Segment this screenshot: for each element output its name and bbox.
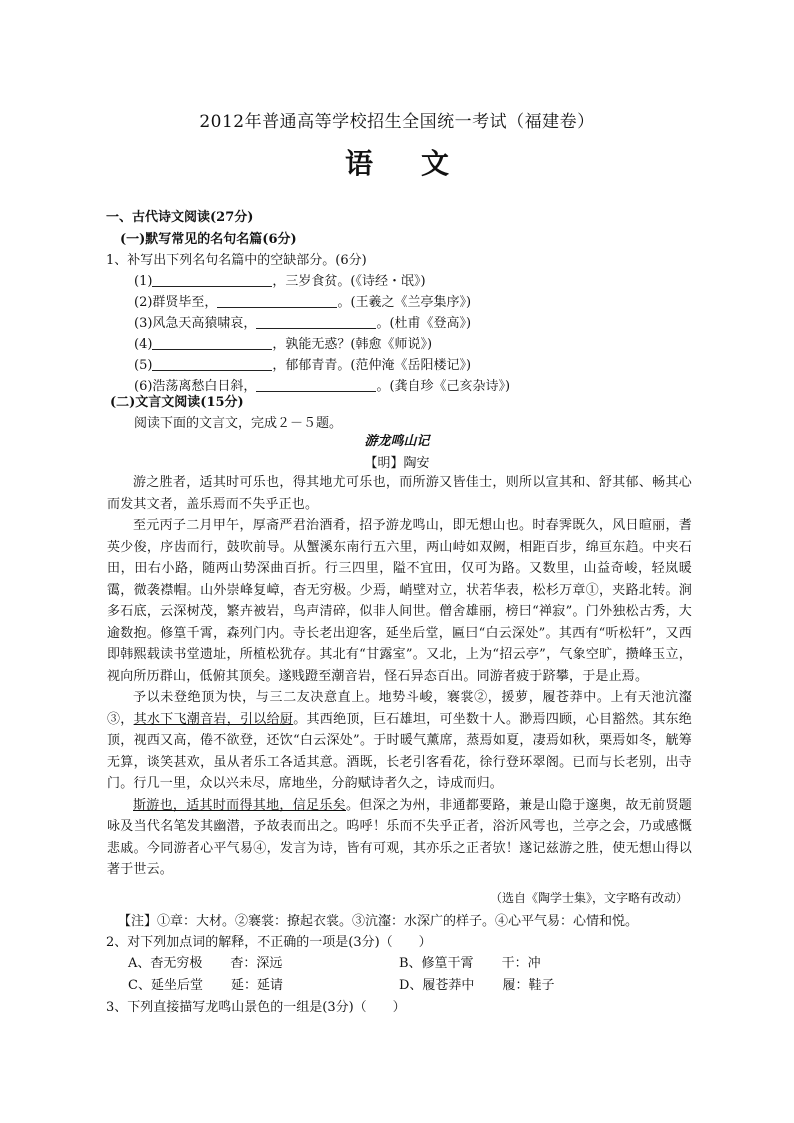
fill-item-before: 浩荡离愁白日斜， (152, 379, 257, 394)
answer-blank[interactable] (256, 379, 376, 392)
answer-blank[interactable] (152, 274, 272, 287)
passage-paragraph-2: 至元丙子二月甲午，厚斋严君治酒肴，招予游龙鸣山，即无想山也。时春霁既久，风日暄丽，耆英少俊，序齿而行，鼓吹前导。从蟹溪东南行五六里，两山峙如双阙，相距百步，绵亘东趋。中夹石田，田右小路，随两山势深曲百折。行三四里，隘不宜田，仅可为路。又数里，山益奇峻，轻岚暖霭，微袭襟帽。山外崇峰复嶂，杳无穷极。少焉，峭壁对立，状若华表，松杉万章①，夹路北转。涧多石底，云深树茂，繁卉被岩，鸟声清碎，似非人间世。僧舍雄丽，榜曰“禅寂”。门外独松古秀，大逾数抱。修篁千霄，森列门内。寺长老出迎客，延坐后堂，匾曰“白云深处”。其西有“听松轩”，又西即韩熙载读书堂遗址，所植松犹存。其北有“甘露室”。又北，上为“招云亭”，气象空旷，攒峰玉立，视向所历群山，低俯其顶矣。遂贱蹬至潮音岩，怪石异态百出。同游者疲于跻攀，于是止焉。 (107, 518, 692, 684)
option-gloss: 延：延请 (230, 978, 283, 993)
fill-item-prefix: (4) (134, 337, 153, 352)
option-gloss: 干：冲 (501, 956, 541, 971)
subject-title: 语文 (344, 147, 497, 180)
subsection-heading-classical: (二)文言文阅读(15分) (110, 395, 244, 410)
answer-blank[interactable] (152, 358, 272, 371)
reading-instruction: 阅读下面的文言文，完成２－５题。 (134, 416, 343, 431)
passage-paragraph-1: 游之胜者，适其时可乐也，得其地尤可乐也，而所游又皆佳士，则所以宣其和、舒其郁、畅其心而发其文者，盖乐焉而不失乎正也。 (107, 475, 692, 512)
section-heading: 一、古代诗文阅读(27分) (106, 210, 254, 225)
fill-item-after: 。(龚自珍《己亥杂诗》) (376, 379, 511, 394)
paragraph-4-text-b: 。但深之为州，非通都要路，兼是山隐于邃奥，故无前贤题咏及当代名笔发其幽潜，予故表而出之。呜呼！乐而不失乎正者，浴沂风雩也，兰亭之会，乃或感慨悲戚。今同游者心平气易④，发言为诗，皆有可观，其亦乐之正者欤！遂记兹游之胜，使无想山得以著于世云。 (107, 797, 693, 877)
fill-item-2 (134, 291, 471, 310)
option-label: C、延坐后堂 (128, 978, 203, 993)
passage-source: （选自《陶学士集》，文字略有改动） (489, 891, 688, 905)
fill-item-prefix: (2) (134, 295, 153, 310)
fill-item-after: ，郁郁青青。(范仲淹《岳阳楼记》) (272, 358, 472, 373)
question-1-stem: 1、补写出下列名句名篇中的空缺部分。(6分) (106, 253, 367, 268)
subsection-heading-dictation: (一)默写常见的名句名篇(6分) (120, 232, 297, 247)
fill-item-after: 。(王羲之《兰亭集序》) (337, 295, 472, 310)
passage-author: 【明】陶安 (364, 456, 430, 471)
option-a[interactable] (128, 952, 282, 971)
fill-item-before: 风急天高猿啸哀， (152, 316, 257, 331)
exam-title: 2012年普通高等学校招生全国统一考试（福建卷） (199, 112, 595, 132)
paragraph-3-text-a: 予以未登绝顶为快，与三二友决意直上。地势斗峻，褰裳②，援萝，履苍莽中。上有天池沆瀣③， (107, 690, 692, 727)
option-b[interactable] (399, 952, 541, 971)
passage-paragraph-3 (107, 687, 692, 795)
fill-item-after: ，三岁食贫。(《诗经・氓》) (272, 274, 426, 289)
passage-body (107, 472, 692, 881)
option-gloss: 履：鞋子 (502, 978, 555, 993)
fill-item-3 (134, 312, 471, 331)
underlined-sentence-1: 其水下飞潮音岩，引以给厨 (133, 711, 294, 727)
fill-item-prefix: (3) (134, 316, 153, 331)
fill-item-prefix: (5) (134, 358, 153, 373)
fill-item-5 (134, 354, 471, 373)
option-d[interactable] (399, 974, 554, 993)
passage-notes: 【注】①章：大材。②褰裳：撩起衣裳。③沆瀣：水深广的样子。④心平气易：心情和悦。 (118, 914, 639, 929)
option-c[interactable] (128, 974, 283, 993)
fill-item-4 (134, 333, 432, 352)
option-label: B、修篁干霄 (399, 956, 474, 971)
fill-item-prefix: (6) (134, 379, 153, 394)
option-gloss: 杳：深远 (230, 956, 283, 971)
answer-blank[interactable] (217, 295, 337, 308)
fill-item-prefix: (1) (134, 274, 153, 289)
option-label: A、杳无穷极 (128, 956, 203, 971)
question-2-stem: 2、对下列加点词的解释，不正确的一项是(3分)（ ） (106, 935, 432, 950)
fill-item-before: 群贤毕至， (152, 295, 218, 310)
fill-item-after: 。(杜甫《登高》) (376, 316, 472, 331)
passage-paragraph-4 (107, 795, 692, 881)
answer-blank[interactable] (256, 316, 376, 329)
passage-title: 游龙鸣山记 (364, 434, 430, 449)
paragraph-3-text-b: 。其西绝顶，巨石雄坦，可坐数十人。渺焉四顾，心目豁然。其东绝顶，视西又高，倦不欲登，还饮“白云深处”。于时暖气薰席，蒸焉如夏，凄焉如秋，栗焉如冬，觥筹无算，谈笑甚欢，虽从者乐工各适其意。酒既，长老引客看花，徐行登环翠阁。已而与长老别，出寺门。行几一里，众以兴未尽，席地坐，分韵赋诗者久之，诗成而归。 (107, 711, 693, 791)
option-label: D、履苍莽中 (399, 978, 475, 993)
fill-item-after: ，孰能无惑？(韩愈《师说》) (272, 337, 433, 352)
question-3-stem: 3、下列直接描写龙鸣山景色的一组是(3分)（ ） (106, 1000, 406, 1015)
underlined-sentence-2: 斯游也，适其时而得其地，信足乐矣 (133, 797, 346, 813)
fill-item-1 (134, 270, 426, 289)
answer-blank[interactable] (152, 337, 272, 350)
